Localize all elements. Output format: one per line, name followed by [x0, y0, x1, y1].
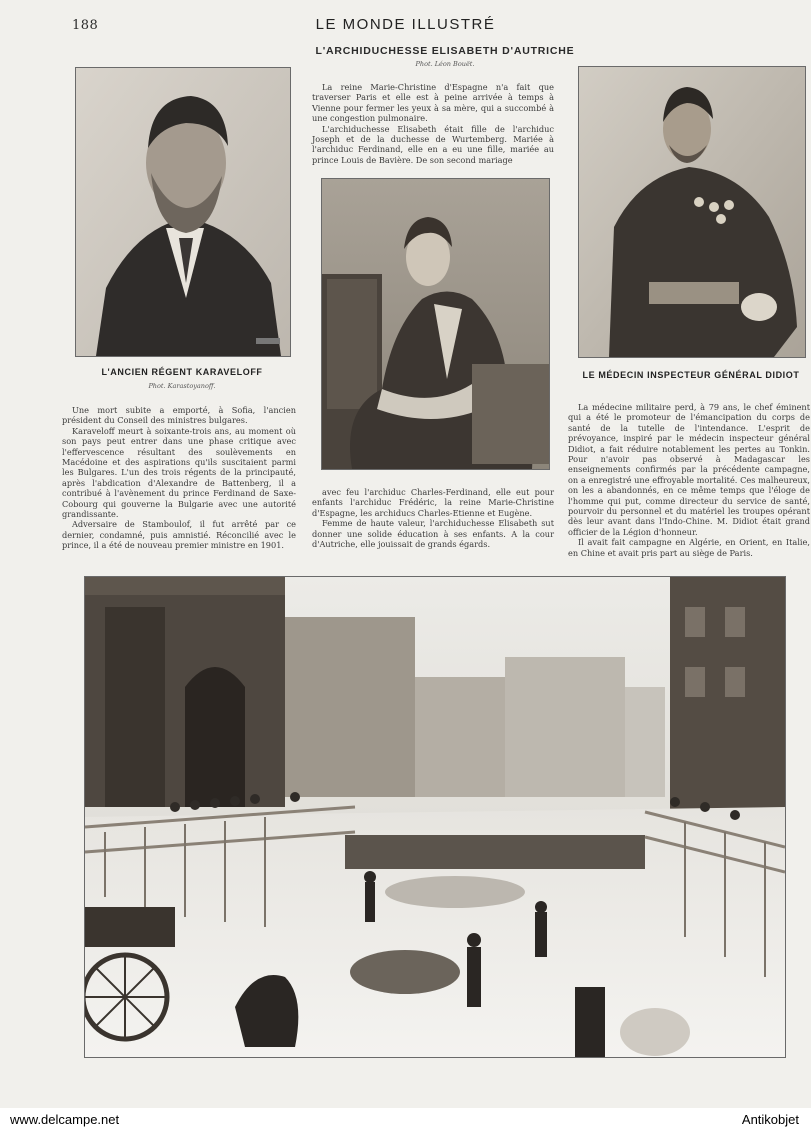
article-paragraph: Femme de haute valeur, l'archiduchesse Elisabeth sut donner une solide éducation à ses enfants. A la cour d'Autriche, elle jouissait de grands égards. [312, 518, 554, 550]
karaveloff-caption: L'ANCIEN RÉGENT KARAVELOFF [101, 367, 263, 377]
center-article-text-bottom [312, 487, 554, 549]
article-paragraph: Une mort subite a emporté, à Sofia, l'ancien président du Conseil des ministres bulgares. [62, 405, 296, 426]
article-paragraph: L'archiduchesse Elisabeth était fille de l'archiduc Joseph et de la duchesse de Wurtemberg. Mariée à l'archiduc Ferdinand, elle en a eu une fille, mariée au prince Louis de Bavière. De son second mariage [312, 123, 554, 165]
page-number: 188 [72, 18, 99, 33]
article-paragraph: Il avait fait campagne en Algérie, en Orient, en Italie, en Chine et avait pris part au siège de Paris. [568, 537, 810, 558]
footer-seller-name: Antikobjet [741, 1112, 799, 1127]
didiot-article-text [568, 402, 810, 558]
karaveloff-photo-credit: Phot. Karastoyanoff. [148, 382, 216, 390]
journal-title: LE MONDE ILLUSTRÉ [315, 16, 496, 33]
article-paragraph: avec feu l'archiduc Charles-Ferdinand, elle eut pour enfants l'archiduc Frédéric, la reine Marie-Christine d'Espagne, les archiducs Charles-Etienne et Eugène. [312, 487, 554, 518]
center-article-text-top [312, 82, 554, 165]
center-article-title: L'ARCHIDUCHESSE ELISABETH D'AUTRICHE [315, 45, 575, 57]
street-works-photo [84, 576, 786, 1058]
article-paragraph: Karaveloff meurt à soixante-trois ans, au moment où son pays peut entrer dans une phase critique avec l'effervescence résultant des soulèvements en Macédoine et des aspirations qu'ils suscitaient parmi les Bulgares. L'un des trois régents de la principauté, après l'abdication d'Alexandre de Battenberg, il a contribué à l'avènement du prince Ferdinand de Saxe-Cobourg qui gouverne la Bulgarie avec une autorité grandissante. [62, 425, 296, 520]
article-paragraph: La médecine militaire perd, à 79 ans, le chef éminent qui a été le promoteur de l'émancipation du corps de santé de la tutelle de l'intendance. L'esprit de prévoyance, inspiré par le médecin inspecteur général Didiot, a fait réduire notablement les pertes au Tonkin. Pour n'avoir pas observé à Madagascar les enseignements confirmés par la précédente campagne, on a enregistré une effroyable mortalité. Ces malheureux, on les a abandonnés, en ce même temps que l'éloge de l'homme qui put, comme directeur du service de santé, pourvoir du personnel et du matériel les troupes opérant dès leur avant dans l'Indo-Chine. M. Didiot était grand officier de la Légion d'honneur. [568, 402, 810, 537]
footer-bar [0, 1108, 811, 1131]
center-photo-credit: Phot. Léon Bouët. [415, 60, 475, 68]
article-paragraph: Adversaire de Stamboulof, il fut arrêté par ce dernier, condamné, puis amnistié. Réconcilié avec le prince, il a été de nouveau premier ministre en 1901. [62, 519, 296, 551]
karaveloff-article-text [62, 405, 296, 551]
article-paragraph: La reine Marie-Christine d'Espagne n'a fait que traverser Paris et elle est à peine arrivée à temps à Vienne pour fermer les yeux à sa mère, qui a succombé à une congestion pulmonaire. [312, 82, 554, 124]
karaveloff-portrait [75, 67, 291, 357]
didiot-portrait [578, 66, 806, 358]
elisabeth-portrait [321, 178, 550, 470]
didiot-caption: LE MÉDECIN INSPECTEUR GÉNÉRAL DIDIOT [582, 370, 800, 380]
footer-site-link[interactable]: www.delcampe.net [10, 1112, 120, 1127]
